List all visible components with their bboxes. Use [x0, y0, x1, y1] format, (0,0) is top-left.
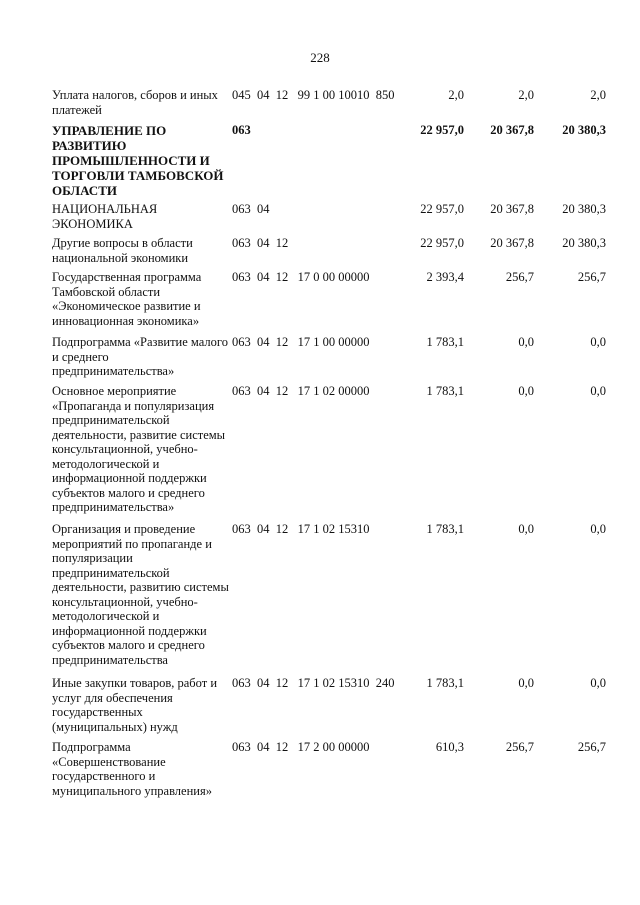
row-value-2: 0,0 — [518, 522, 534, 536]
row-name: Другие вопросы в области национальной экономики — [52, 236, 193, 265]
row-name: Уплата налогов, сборов и иных платежей — [52, 88, 218, 117]
row-value-3: 256,7 — [577, 270, 606, 284]
row-codes: 063 — [232, 123, 251, 137]
row-value-1: 1 783,1 — [426, 676, 464, 690]
row-name: Государственная программа Тамбовской области «Экономическое развитие и инновационная экономика» — [52, 270, 202, 328]
row-value-3: 20 380,3 — [562, 123, 606, 137]
row-value-1: 1 783,1 — [426, 522, 464, 536]
row-name: НАЦИОНАЛЬНАЯ ЭКОНОМИКА — [52, 202, 158, 231]
row-value-2: 2,0 — [518, 88, 534, 102]
row-codes: 063 04 12 17 1 02 15310 — [232, 522, 370, 536]
row-name: Основное мероприятие «Пропаганда и популяризация предпринимательской деятельности, развитие системы консультационной, учебно-методологической и информационной поддержки субъектов малого и среднего предпринимательства» — [52, 384, 226, 514]
row-value-3: 0,0 — [590, 384, 606, 398]
row-value-2: 0,0 — [518, 676, 534, 690]
row-value-1: 610,3 — [435, 740, 464, 754]
row-name: Подпрограмма «Развитие малого и среднего предпринимательства» — [52, 335, 228, 378]
row-codes: 063 04 12 17 2 00 00000 — [232, 740, 370, 754]
row-value-3: 20 380,3 — [562, 236, 606, 250]
row-codes: 063 04 — [232, 202, 270, 216]
row-value-3: 20 380,3 — [562, 202, 606, 216]
row-value-2: 256,7 — [505, 270, 534, 284]
row-value-3: 0,0 — [590, 522, 606, 536]
row-name: Организация и проведение мероприятий по пропаганде и популяризации предпринимательской деятельности, развитию системы консультационной, учебно-методологической и информационной поддержки субъектов малого и среднего предпринимательства — [52, 522, 229, 667]
row-value-2: 20 367,8 — [490, 123, 534, 137]
row-name: Подпрограмма «Совершенствование государственного и муниципального управления» — [52, 740, 212, 798]
row-value-2: 256,7 — [505, 740, 534, 754]
row-codes: 045 04 12 99 1 00 10010 850 — [232, 88, 395, 102]
row-value-3: 0,0 — [590, 676, 606, 690]
row-codes: 063 04 12 — [232, 236, 289, 250]
row-value-2: 0,0 — [518, 384, 534, 398]
row-codes: 063 04 12 17 1 02 15310 240 — [232, 676, 395, 690]
row-value-1: 22 957,0 — [420, 202, 464, 216]
row-value-2: 20 367,8 — [490, 202, 534, 216]
row-codes: 063 04 12 17 0 00 00000 — [232, 270, 370, 284]
row-value-2: 0,0 — [518, 335, 534, 349]
page-number: 228 — [310, 50, 330, 65]
row-value-1: 22 957,0 — [420, 236, 464, 250]
row-value-1: 1 783,1 — [426, 384, 464, 398]
row-value-3: 0,0 — [590, 335, 606, 349]
row-name: УПРАВЛЕНИЕ ПО РАЗВИТИЮ ПРОМЫШЛЕННОСТИ И ТОРГОВЛИ ТАМБОВСКОЙ ОБЛАСТИ — [52, 123, 224, 198]
row-codes: 063 04 12 17 1 00 00000 — [232, 335, 370, 349]
row-value-1: 2 393,4 — [426, 270, 464, 284]
row-value-3: 256,7 — [577, 740, 606, 754]
row-value-2: 20 367,8 — [490, 236, 534, 250]
row-value-3: 2,0 — [590, 88, 606, 102]
row-value-1: 2,0 — [448, 88, 464, 102]
row-name: Иные закупки товаров, работ и услуг для обеспечения государственных (муниципальных) нужд — [52, 676, 218, 734]
row-value-1: 1 783,1 — [426, 335, 464, 349]
row-codes: 063 04 12 17 1 02 00000 — [232, 384, 370, 398]
row-value-1: 22 957,0 — [420, 123, 464, 137]
